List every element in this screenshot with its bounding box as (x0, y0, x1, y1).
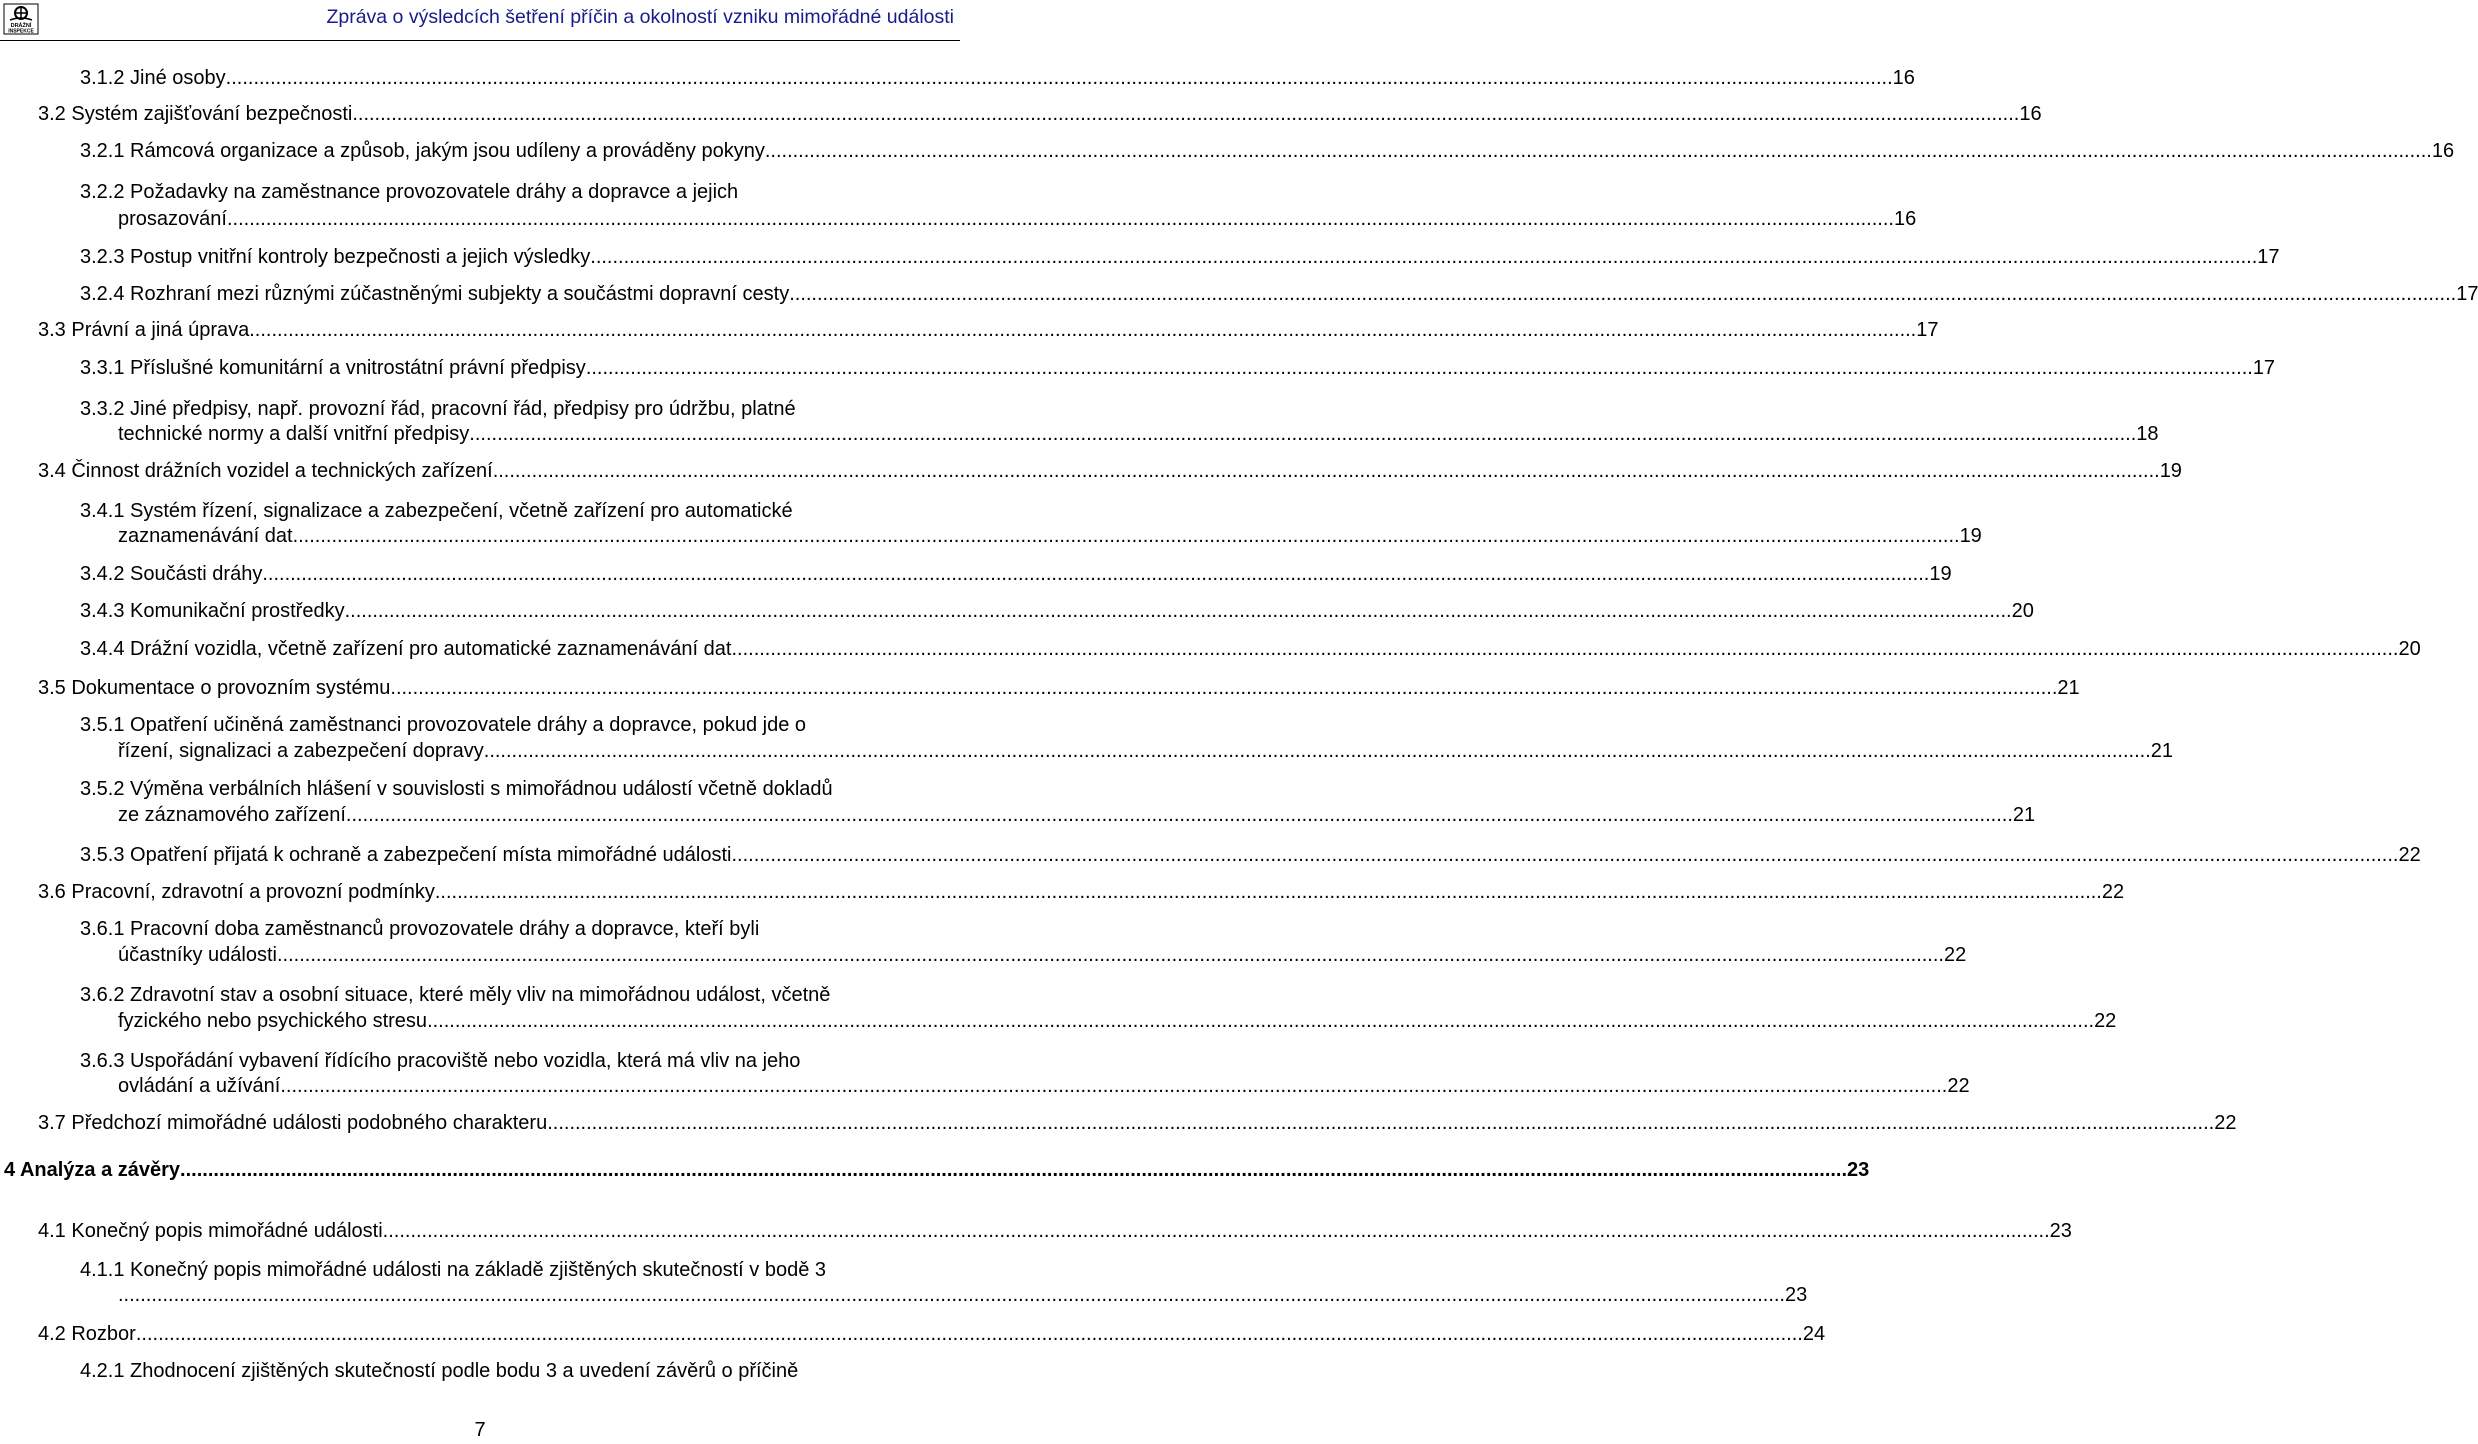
toc-entry[interactable] (118, 1071, 1970, 1101)
page-header (0, 0, 960, 41)
toc-leader-dots: ............................................................................................................................................................................................................................................................................................................ (434, 881, 2102, 903)
toc-page-number: 20 (2398, 638, 2421, 660)
toc-entry-line1: 3.6.2 Zdravotní stav a osobní situace, které měly vliv na mimořádnou událost, včetně (80, 984, 831, 1006)
toc-entry[interactable] (38, 1216, 2072, 1246)
toc-page-number: 22 (2398, 844, 2421, 866)
toc-page-number: 24 (1802, 1323, 1826, 1345)
toc-page-number: 17 (2257, 246, 2280, 268)
toc-leader-dots: ............................................................................................................................................................................................................................................................................................................ (382, 1220, 2050, 1242)
toc-leader-dots: ............................................................................................................................................................................................................................................................................................................ (731, 638, 2399, 660)
toc-entry-title: ovládání a užívání (118, 1075, 281, 1097)
toc-entry-title: 3.3.1 Příslušné komunitární a vnitrostátní právní předpisy (80, 357, 586, 379)
toc-page-number: 22 (2094, 1010, 2117, 1032)
toc-page-number: 17 (2456, 283, 2478, 305)
toc-entry-title: řízení, signalizaci a zabezpečení dopravy (118, 740, 484, 762)
toc-leader-dots: ............................................................................................................................................................................................................................................................................................................ (135, 1323, 1803, 1345)
toc-leader-dots: ............................................................................................................................................................................................................................................................................................................ (225, 67, 1893, 89)
toc-entry-title: 3.4.3 Komunikační prostředky (80, 600, 345, 622)
toc-entry-title: ze záznamového zařízení (118, 804, 346, 826)
toc-entry-title: fyzického nebo psychického stresu (118, 1010, 428, 1032)
toc-entry[interactable] (118, 800, 2036, 830)
toc-page-number: 23 (1847, 1159, 1870, 1181)
toc-entry-title: 3.2.3 Postup vnitřní kontroly bezpečnosti a jejich výsledky (80, 246, 591, 268)
toc-entry-title: 3.4 Činnost drážních vozidel a technických zařízení (38, 460, 493, 482)
toc-leader-dots: ............................................................................................................................................................................................................................................................................................................ (118, 1284, 1785, 1306)
logo-text-bottom: INSPEKCE (8, 28, 34, 35)
toc-leader-dots: ............................................................................................................................................................................................................................................................................................................ (292, 525, 1960, 547)
toc-page-number: 23 (1785, 1284, 1808, 1306)
toc-leader-dots: ............................................................................................................................................................................................................................................................................................................ (731, 844, 2399, 866)
toc-entry[interactable] (38, 456, 2182, 486)
logo-text-top: DRÁŽNÍ (10, 23, 32, 29)
toc-entry[interactable] (80, 63, 1915, 93)
toc-entry[interactable] (38, 1319, 1826, 1349)
toc-entry-line1: 3.5.1 Opatření učiněná zaměstnanci provozovatele dráhy a dopravce, pokud jde o (80, 714, 807, 736)
toc-page-number: 19 (2159, 460, 2182, 482)
toc-page-number: 20 (2011, 600, 2034, 622)
toc-entry-title: 3.2 Systém zajišťování bezpečnosti (38, 103, 353, 125)
toc-leader-dots: ............................................................................................................................................................................................................................................................................................................ (789, 283, 2457, 305)
toc-entry[interactable] (80, 596, 2034, 626)
toc-entry[interactable] (38, 315, 1939, 345)
toc-entry-line1: 3.6.3 Uspořádání vybavení řídícího pracoviště nebo vozidla, která má vliv na jeho (80, 1050, 801, 1072)
toc-leader-dots: ............................................................................................................................................................................................................................................................................................................ (483, 740, 2151, 762)
page-number: 7 (474, 1419, 486, 1441)
toc-entry[interactable] (38, 673, 2080, 703)
toc-entry-title: 3.4.4 Drážní vozidla, včetně zařízení pro automatické zaznamenávání dat (80, 638, 732, 660)
toc-page-number: 21 (2150, 740, 2174, 762)
toc-page-number: 18 (2136, 423, 2159, 445)
toc-entry-title: 4.1 Konečný popis mimořádné události (38, 1220, 383, 1242)
toc-leader-dots: ............................................................................................................................................................................................................................................................................................................ (249, 319, 1917, 341)
toc-entry-line1: 3.4.1 Systém řízení, signalizace a zabezpečení, včetně zařízení pro automatické (80, 500, 793, 522)
toc-page-number: 22 (1943, 944, 1967, 966)
toc-entry-title: 4 Analýza a závěry (4, 1159, 181, 1181)
toc-page-number: 17 (1916, 319, 1939, 341)
toc-entry[interactable] (4, 1155, 1870, 1185)
toc-entry-title: 3.1.2 Jiné osoby (80, 67, 226, 89)
toc-page-number: 16 (2431, 140, 2455, 162)
toc-entry[interactable] (80, 634, 2421, 664)
toc-leader-dots: ............................................................................................................................................................................................................................................................................................................ (280, 1075, 1948, 1097)
toc-leader-dots: ............................................................................................................................................................................................................................................................................................................ (226, 208, 1894, 230)
toc-page-number: 16 (2019, 103, 2042, 125)
toc-entry[interactable] (118, 1280, 1808, 1310)
toc-leader-dots: ............................................................................................................................................................................................................................................................................................................ (344, 600, 2012, 622)
toc-entry[interactable] (38, 1108, 2237, 1138)
toc-entry-title: 3.4.2 Součásti dráhy (80, 563, 263, 585)
toc-page-number: 23 (2049, 1220, 2072, 1242)
toc-entry-line1: 3.3.2 Jiné předpisy, např. provozní řád, pracovní řád, předpisy pro údržbu, platné (80, 398, 796, 420)
toc-page-number: 22 (1947, 1075, 1970, 1097)
toc-entry-line1: 4.1.1 Konečný popis mimořádné události na základě zjištěných skutečností v bodě 3 (80, 1259, 826, 1281)
toc-page-number: 16 (1892, 67, 1915, 89)
toc-leader-dots: ............................................................................................................................................................................................................................................................................................................ (590, 246, 2258, 268)
toc-page-number: 21 (2057, 677, 2080, 699)
toc-entry-title: 3.5.3 Opatření přijatá k ochraně a zabezpečení místa mimořádné události (80, 844, 732, 866)
toc-entry-title: 3.7 Předchozí mimořádné události podobného charakteru (38, 1112, 548, 1134)
toc-entry-title: 3.2.4 Rozhraní mezi různými zúčastněnými subjekty a součástmi dopravní cesty (80, 283, 790, 305)
toc-entry[interactable] (118, 736, 2174, 766)
toc-entry-title: 3.2.1 Rámcová organizace a způsob, jakým jsou udíleny a prováděny pokyny (80, 140, 765, 162)
toc-leader-dots: ............................................................................................................................................................................................................................................................................................................ (764, 140, 2432, 162)
toc-entry-title: 4.2 Rozbor (38, 1323, 136, 1345)
toc-entry[interactable] (80, 1356, 958, 1386)
toc-page-number: 16 (1893, 208, 1917, 230)
toc-leader-dots: ............................................................................................................................................................................................................................................................................................................ (585, 357, 2253, 379)
toc-entry-line1: 3.5.2 Výměna verbálních hlášení v souvislosti s mimořádnou událostí včetně dokladů (80, 778, 833, 800)
toc-entry[interactable] (118, 419, 2159, 449)
toc-entry-title: 3.3 Právní a jiná úprava (38, 319, 250, 341)
toc-leader-dots: ............................................................................................................................................................................................................................................................................................................ (180, 1159, 1848, 1181)
toc-entry[interactable] (118, 521, 1982, 551)
toc-leader-dots: ............................................................................................................................................................................................................................................................................................................ (390, 677, 2058, 699)
drazni-inspekce-logo-icon (4, 4, 38, 34)
toc-entry[interactable] (118, 204, 1917, 234)
toc-entry-title: 3.6 Pracovní, zdravotní a provozní podmínky (38, 881, 435, 903)
toc-entry-title: technické normy a další vnitřní předpisy (118, 423, 470, 445)
toc-entry[interactable] (80, 840, 2421, 870)
toc-leader-dots: ............................................................................................................................................................................................................................................................................................................ (492, 460, 2160, 482)
toc-leader-dots: ............................................................................................................................................................................................................................................................................................................ (547, 1112, 2215, 1134)
toc-leader-dots: ............................................................................................................................................................................................................................................................................................................ (262, 563, 1930, 585)
toc-entry[interactable] (80, 136, 2455, 166)
toc-leader-dots: ............................................................................................................................................................................................................................................................................................................ (469, 423, 2137, 445)
toc-entry[interactable] (80, 559, 1952, 589)
toc-page-number: 19 (1959, 525, 1982, 547)
toc-entry[interactable] (80, 242, 2280, 272)
toc-entry-title: prosazování (118, 208, 227, 230)
toc-page-number: 22 (2214, 1112, 2237, 1134)
toc-entry[interactable] (38, 99, 2042, 129)
toc-leader-dots: ............................................................................................................................................................................................................................................................................................................ (345, 804, 2013, 826)
toc-leader-dots: ............................................................................................................................................................................................................................................................................................................ (276, 944, 1944, 966)
toc-entry-title: 4.2.1 Zhodnocení zjištěných skutečností podle bodu 3 a uvedení závěrů o příčině (80, 1360, 799, 1382)
toc-page-number: 19 (1929, 563, 1952, 585)
toc-page-number: 21 (2012, 804, 2036, 826)
header-title: Zpráva o výsledcích šetření příčin a okolností vzniku mimořádné události (326, 6, 954, 28)
toc-leader-dots: ............................................................................................................................................................................................................................................................................................................ (427, 1010, 2095, 1032)
toc-leader-dots: ............................................................................................................................................................................................................................................................................................................ (352, 103, 2020, 125)
toc-page-number: 17 (2252, 357, 2276, 379)
toc-entry-title: účastníky události (118, 944, 277, 966)
toc-entry[interactable] (80, 279, 2478, 309)
toc-entry[interactable] (38, 877, 2125, 907)
toc-page-number: 22 (2101, 881, 2125, 903)
toc-entry[interactable] (118, 940, 1967, 970)
toc-entry-line1: 3.2.2 Požadavky na zaměstnance provozovatele dráhy a dopravce a jejich (80, 181, 739, 203)
toc-entry[interactable] (80, 353, 2276, 383)
toc-entry-title: zaznamenávání dat (118, 525, 293, 547)
toc-entry[interactable] (118, 1006, 2117, 1036)
toc-entry-line1: 3.6.1 Pracovní doba zaměstnanců provozovatele dráhy a dopravce, kteří byli (80, 918, 760, 940)
toc-entry-title: 3.5 Dokumentace o provozním systému (38, 677, 391, 699)
